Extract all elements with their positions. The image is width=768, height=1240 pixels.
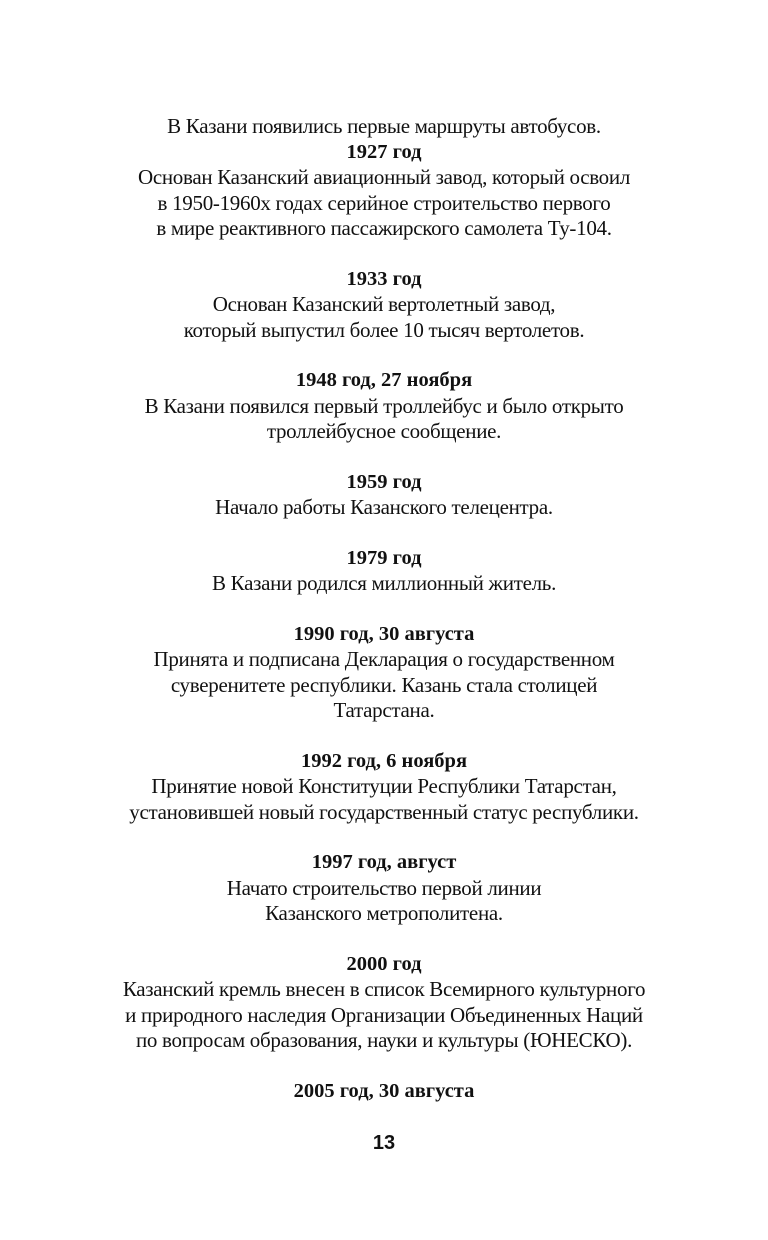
entry-text-line: Основан Казанский вертолетный завод, [212, 292, 556, 316]
entry-year-heading: 1933 год [346, 267, 422, 290]
entry-year-heading: 1959 год [346, 470, 422, 493]
entry-text-line: по вопросам образования, науки и культуры (ЮНЕСКО). [135, 1028, 633, 1052]
entry-year-heading: 1990 год, 30 августа [293, 622, 475, 645]
timeline-entry [0, 470, 768, 521]
spacer [0, 724, 768, 749]
entry-text-line: и природного наследия Организации Объединенных Наций [125, 1002, 643, 1027]
entry-text-line: установившей новый государственный статус республики. [129, 799, 639, 824]
timeline-entry [0, 749, 768, 826]
entry-text-line: В Казани появился первый троллейбус и было открыто [144, 393, 624, 418]
timeline-entry [0, 267, 768, 344]
entry-year-heading: 1997 год, август [311, 851, 457, 873]
timeline-entry [0, 368, 768, 445]
timeline-entry [0, 952, 768, 1054]
entry-text-line: Казанского метрополитена. [265, 901, 503, 925]
page-content [0, 114, 768, 1104]
entry-text-line: Казанский кремль внесен в список Всемирного культурного [122, 977, 646, 1001]
entry-text-line: Татарстана. [333, 698, 435, 722]
timeline-entry [0, 850, 768, 927]
entry-text-line: в мире реактивного пассажирского самолета Ту-104. [156, 216, 612, 240]
entry-text-line: В Казани родился миллионный житель. [211, 571, 557, 595]
entry-text-line: Принята и подписана Декларация о государственном [153, 647, 615, 671]
entry-text-line: суверенитете республики. Казань стала столицей [170, 672, 598, 697]
entry-text-line: Начало работы Казанского телецентра. [215, 495, 553, 519]
spacer [0, 343, 768, 368]
spacer [0, 521, 768, 546]
entry-year-heading: 2005 год, 30 августа [293, 1079, 475, 1102]
timeline-entry [0, 546, 768, 597]
entry-text-line: Основан Казанский авиационный завод, который освоил [137, 165, 631, 189]
timeline-entry [0, 140, 768, 242]
spacer [0, 1054, 768, 1079]
entry-text-line: Начато строительство первой линии [226, 875, 542, 900]
timeline-entry [0, 622, 768, 724]
entry-year-heading: 1992 год, 6 ноября [300, 749, 468, 772]
entry-year-heading: 2000 год [346, 952, 422, 975]
spacer [0, 825, 768, 850]
entry-text-line: Принятие новой Конституции Республики Татарстан, [151, 774, 617, 798]
spacer [0, 597, 768, 622]
spacer [0, 927, 768, 952]
entry-year-heading: 1979 год [346, 546, 422, 569]
entry-year-heading: 1948 год, 27 ноября [295, 369, 473, 391]
entry-text-line: который выпустил более 10 тысяч вертолетов. [183, 317, 585, 342]
spacer [0, 445, 768, 470]
entry-year-heading: 1927 год [346, 140, 422, 163]
entry-text-line: троллейбусное сообщение. [266, 419, 502, 443]
spacer [0, 242, 768, 267]
intro-text: В Казани появились первые маршруты автобусов. [167, 114, 601, 138]
page-number: 13 [372, 1132, 396, 1154]
entry-text-line: в 1950-1960х годах серийное строительство первого [157, 190, 611, 215]
timeline-entry [0, 1079, 768, 1105]
